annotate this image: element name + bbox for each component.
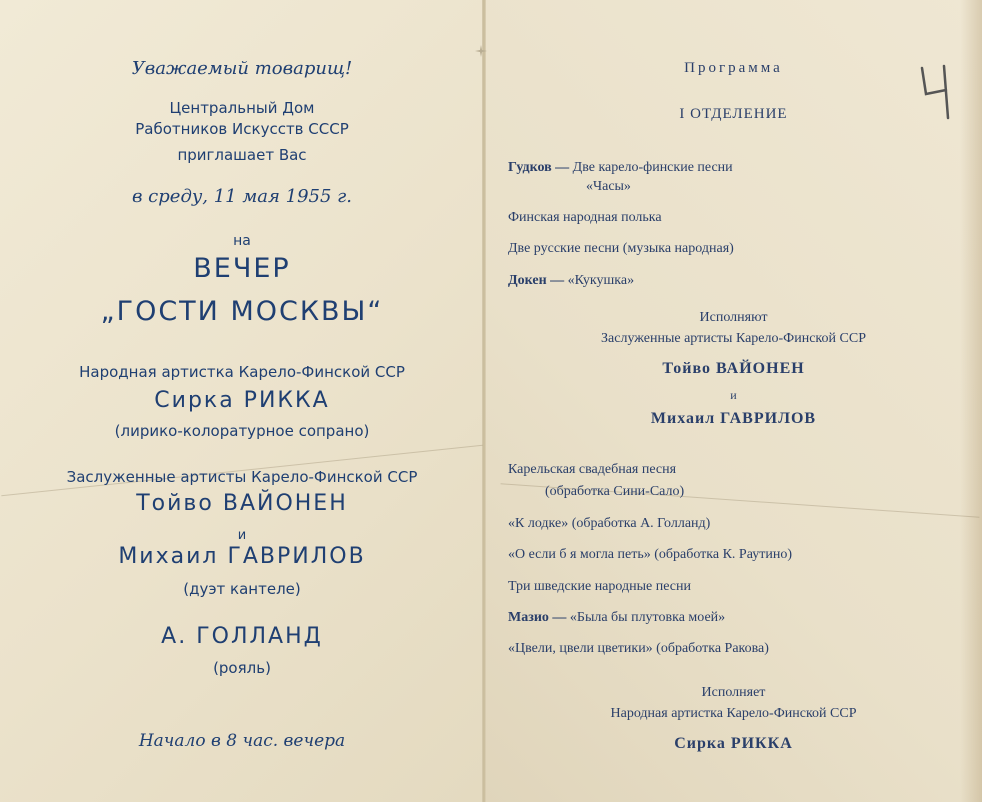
artists2-title: Заслуженные артисты Карело-Финской ССР	[66, 468, 418, 486]
program-item	[508, 610, 725, 626]
composer-name: Докен —	[508, 273, 568, 288]
piece-title: «Была бы плутовка моей»	[569, 610, 726, 625]
piece-title: «О если б я могла петь» (обработка К. Раутино)	[508, 547, 792, 562]
performers-2-title: Народная артистка Карело-Финской ССР	[610, 706, 857, 721]
invites-text: приглашает Вас	[177, 146, 307, 164]
org-line-1: Центральный Дом	[169, 99, 315, 117]
artist1-role: (лирико-колоратурное сопрано)	[114, 422, 370, 440]
section-1-heading: I ОТДЕЛЕНИЕ	[679, 106, 788, 122]
start-time: Начало в 8 час. вечера	[138, 731, 346, 751]
org-line-2: Работников Искусств СССР	[135, 120, 349, 138]
program-item	[586, 179, 631, 195]
program-item	[508, 160, 733, 176]
event-date: в среду, 11 мая 1955 г.	[131, 186, 353, 207]
event-title: „ГОСТИ МОСКВЫ“	[100, 296, 384, 327]
piece-title: «Цвели, цвели цветики» (обработка Ракова)	[508, 641, 769, 656]
pianist-role: (рояль)	[213, 659, 271, 677]
performers-2-intro: Исполняет	[701, 685, 766, 700]
greeting: Уважаемый товарищ!	[131, 58, 353, 79]
piece-title: Карельская свадебная песня	[508, 462, 677, 477]
program-item	[508, 241, 734, 257]
performers-1-title: Заслуженные артисты Карело-Финской ССР	[601, 331, 866, 346]
program-item	[508, 273, 634, 289]
piece-title: Финская народная полька	[508, 210, 662, 225]
pencil-mark-icon	[916, 62, 956, 122]
artist1-title: Народная артистка Карело-Финской ССР	[79, 363, 405, 381]
program-item	[508, 547, 792, 563]
piece-title: Три шведские народные песни	[508, 579, 691, 594]
and-text: и	[237, 528, 247, 543]
artist2-name: Тойво ВАЙОНЕН	[136, 491, 348, 516]
program-item	[508, 641, 769, 657]
piece-title: (обработка Сини-Сало)	[545, 484, 685, 499]
and-text: и	[730, 388, 737, 402]
performer-name: Михаил ГАВРИЛОВ	[650, 410, 817, 427]
program-item	[508, 579, 691, 595]
composer-name: Гудков —	[508, 160, 573, 175]
performer-name: Тойво ВАЙОНЕН	[662, 360, 805, 377]
program-heading: Программа	[684, 60, 783, 76]
program-item	[508, 210, 662, 226]
performers-1-intro: Исполняют	[699, 310, 768, 325]
duet-role: (дуэт кантеле)	[183, 580, 301, 598]
piece-title: «Кукушка»	[567, 273, 635, 288]
event-word: ВЕЧЕР	[193, 253, 291, 284]
performer-name: Сирка РИККА	[674, 735, 793, 752]
artist3-name: Михаил ГАВРИЛОВ	[118, 544, 366, 569]
na-text: на	[233, 233, 251, 249]
piece-title: «К лодке» (обработка А. Голланд)	[508, 516, 711, 531]
piece-title: Две русские песни (музыка народная)	[508, 241, 734, 256]
piece-title: «Часы»	[586, 179, 631, 194]
artist1-name: Сирка РИККА	[154, 388, 330, 413]
pin-hole-icon	[474, 44, 488, 58]
piece-title: Две карело-финские песни	[572, 160, 733, 175]
program-item	[508, 516, 710, 532]
program-item	[545, 484, 684, 500]
composer-name: Мазио —	[508, 610, 570, 625]
program-item	[508, 462, 676, 478]
pianist-name: А. ГОЛЛАНД	[161, 624, 323, 649]
